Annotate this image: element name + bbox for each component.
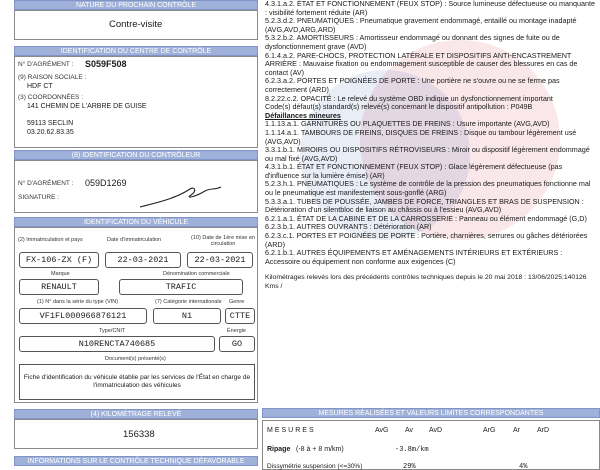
mesures-col-avg: AvG [375, 427, 389, 434]
minor-line-10: 6.2.1.b.1. AUTRES ÉQUIPEMENTS ET AMÉNAGEMENTS INTÉRIEURS ET EXTÉRIEURS : Accessoire ou équipement non conforme aux exigences (C) [265, 248, 563, 266]
defect-line-5: 6.2.3.a.2. PORTES ET POIGNÉES DE PORTE : Une portière ne s'ouvre ou ne se ferme pas correctement (ARD) [265, 76, 560, 94]
coord-label: (3) COORDONNÉES : [18, 94, 84, 101]
minor-line-2: 1.1.14.a.1. TAMBOURS DE FREINS, DISQUES DE FREINS : Disque ou tambour légèrement usé (AVG,AVD) [265, 127, 577, 146]
minor-line-3: 3.3.1.b.1. MIROIRS OU DISPOSITIFS RÉTROVISEURS : Miroir ou dispositif légèrement endommagé ou mal fixé (AVG,AVD) [265, 145, 590, 163]
cat-label: (7) Catégorie internationale [155, 299, 222, 305]
vehicule-panel [14, 227, 258, 403]
mesures-col-av: Av [405, 427, 414, 434]
vehicule-header: IDENTIFICATION DU VÉHICULE [14, 217, 258, 227]
denom-label: Dénomination commerciale [163, 271, 230, 277]
mesures-col-ar: Ar [513, 427, 520, 434]
docs-value: Fiche d'identification du véhicule établie par les services de l'État en charge de l'immatriculation des véhicules [19, 364, 255, 400]
centre-phone: 03.20.62.83.35 [27, 129, 74, 136]
defect-line-2: 5.2.3.d.2. PNEUMATIQUES : Pneumatique gravement endommagé, entaillé ou montage inadapté (AVG,AVD,ARG,ARD) [265, 16, 577, 34]
date-immat-value: 22-03-2021 [105, 252, 181, 268]
minor-line-6: 5.3.3.a.1. TUBES DE POUSSÉE, JAMBES DE FORCE, TRIANGLES ET BRAS DE SUSPENSION : Détérioration d'un silentbloc de liaison au châssis ou à l'essieu (AVG,AVD) [265, 196, 584, 215]
mesures-col-arg: ArG [483, 427, 496, 434]
mesures-col-ard: ArD [537, 427, 550, 434]
km-panel [14, 419, 258, 449]
defect-line-1: 4.3.1.a.2. ÉTAT ET FONCTIONNEMENT (FEUX STOP) : Source lumineuse défectueuse ou manquante : visibilité fortement réduite (AR) [265, 0, 595, 17]
controleur-header: (8) IDENTIFICATION DU CONTRÔLEUR [14, 150, 258, 160]
centre-panel [14, 56, 258, 148]
raison-value: HDF CT [27, 83, 53, 90]
immat-value: FX-106-ZX (F) [19, 252, 99, 268]
mesures-col-avd: AvD [429, 427, 443, 434]
denom-value: TRAFIC [119, 279, 243, 295]
disym-av: 29% [403, 463, 416, 470]
minor-line-1: 1.1.13.a.1. GARNITURES OU PLAQUETTES DE FREINS : Usure importante (AVG,AVD) [265, 119, 550, 129]
defect-line-3: 5.3.2.b.2. AMORTISSEURS : Amortisseur endommagé ou donnant des signes de fuite ou de dysfonctionnement grave (AVD) [265, 33, 560, 51]
ripage-label: Ripage [267, 446, 291, 453]
mesures-panel [262, 420, 600, 470]
ripage-value: -3.8m/km [395, 446, 429, 454]
raison-label: (9) RAISON SOCIALE : [18, 74, 87, 81]
disym-ar: 4% [519, 463, 528, 470]
next-visit-header: NATURE DU PROCHAIN CONTRÔLE [14, 0, 258, 10]
centre-agrement-value: S059F508 [85, 59, 127, 69]
defect-line-4: 6.1.4.a.2. PARE-CHOCS, PROTECTION LATÉRALE ET DISPOSITIFS ANTI-ENCASTREMENT ARRIÈRE : Mauvaise fixation ou endommagement susceptible de causer des blessures en cas de contact (AV) [265, 50, 578, 77]
controleur-panel [14, 160, 258, 213]
minor-line-5: 5.2.3.h.1. PNEUMATIQUES : Le système de contrôle de la pression des pneumatiques fonctionne mal ou le pneumatique est manifestement sous-gonflé (ARG) [265, 179, 591, 198]
date-immat-label: Date d'immatriculation [107, 237, 162, 243]
vin-label: (1) N° dans la série du type (VIN) [37, 299, 119, 305]
bottom-header: INFORMATIONS SUR LE CONTRÔLE TECHNIQUE DÉFAVORABLE [14, 456, 258, 466]
mineures-title: Défaillances mineures [265, 110, 341, 120]
energie-label: Énergie [227, 328, 246, 334]
docs-label: Document(s) présenté(s) [105, 356, 166, 362]
km-history-note: Kilométrages relevés lors des précédents contrôles techniques depuis le 20 mai 2018 : 13/06/2025:140126 Kms / [265, 274, 587, 290]
signature-image [135, 181, 225, 211]
type-value: N10RENCTA740685 [19, 336, 215, 352]
genre-label: Genre [229, 299, 245, 305]
km-header: (4) KILOMÉTRAGE RELEVÉ [14, 409, 258, 419]
next-visit-value: Contre-visite [109, 19, 163, 30]
mesures-col-mesures: MESURES [267, 427, 316, 434]
defect-line-6: 8.2.22.c.2. OPACITÉ : Le relevé du système OBD indique un dysfonctionnement important [265, 93, 553, 103]
vin-value: VF1FL000966876121 [19, 308, 147, 324]
marque-label: Marque [51, 271, 70, 277]
disym-label: Dissymétrie suspension (<=30%) [267, 463, 363, 470]
centre-city: 59113 SECLIN [27, 120, 74, 127]
immat-label: (2) Immatriculation et pays [18, 237, 83, 243]
type-label: Type/CNIT [99, 328, 126, 334]
minor-line-7: 6.2.1.a.1. ÉTAT DE LA CABINE ET DE LA CARROSSERIE : Panneau ou élément endommagé (G,D) [265, 213, 587, 223]
mesures-header: MESURES RÉALISÉES ET VALEURS LIMITES CORRESPONDANTES [262, 408, 600, 418]
ripage-range: (-8 à + 8 m/km) [296, 446, 344, 453]
next-visit-panel [14, 10, 258, 40]
centre-header: IDENTIFICATION DU CENTRE DE CONTRÔLE [14, 46, 258, 56]
marque-value: RENAULT [19, 279, 99, 295]
minor-line-8: 6.2.3.b.1. AUTRES OUVRANTS : Détérioration (AR) [265, 222, 432, 232]
defects-panel [265, 0, 595, 292]
ctrl-agrement-label: N° D'AGRÉMENT : [18, 180, 74, 187]
defect-line-7: Code(s) défaut(s) standard(s) relevé(s) concernant le dispositif antipollution : P049B [265, 102, 533, 112]
genre-value: CTTE [225, 308, 255, 324]
centre-agrement-label: N° D'AGRÉMENT : [18, 61, 74, 68]
signature-label: SIGNATURE : [18, 194, 60, 201]
ctrl-agrement-value: 059D1269 [85, 178, 127, 188]
cat-value: N1 [153, 308, 221, 324]
energie-value: GO [219, 336, 255, 352]
date-first-label: (10) Date de 1ère mise en circulation [191, 235, 255, 247]
minor-line-9: 6.2.3.c.1. PORTES ET POIGNÉES DE PORTE : Portière, charnières, serrures ou gâches détériorées (ARD) [265, 231, 588, 249]
minor-line-4: 4.3.1.b.1. ÉTAT ET FONCTIONNEMENT (FEUX STOP) : Glace légèrement défectueuse (pas d'influence sur la lumière émise) (AR) [265, 162, 563, 180]
centre-address: 141 CHEMIN DE L'ARBRE DE GUISE [27, 103, 147, 110]
km-value: 156338 [123, 429, 155, 440]
date-first-value: 22-03-2021 [187, 252, 253, 268]
